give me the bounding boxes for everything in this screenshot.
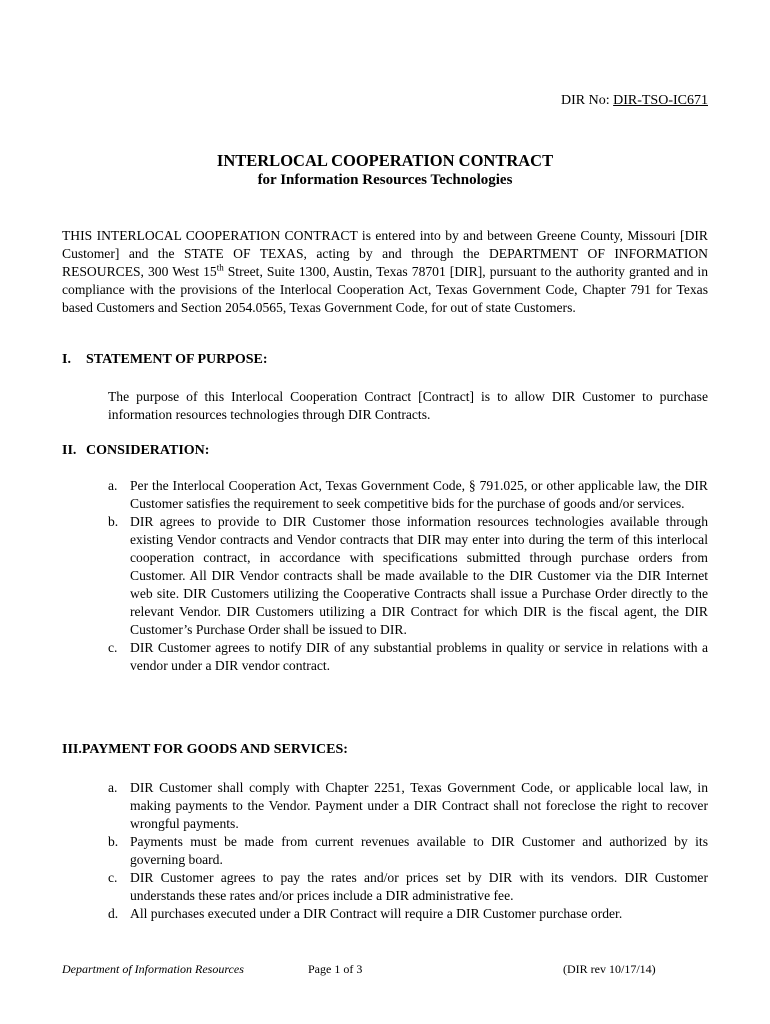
list-item bbox=[108, 833, 708, 869]
list-marker: b. bbox=[108, 514, 119, 529]
list-item bbox=[108, 513, 708, 639]
section-heading-consideration bbox=[62, 443, 209, 459]
dir-number-header bbox=[561, 93, 708, 109]
list-item bbox=[108, 639, 708, 675]
list-item-text: All purchases executed under a DIR Contract will require a DIR Customer purchase order. bbox=[130, 906, 623, 921]
list-item bbox=[108, 905, 708, 923]
section-title: PAYMENT FOR GOODS AND SERVICES: bbox=[81, 742, 348, 757]
section-number: II. bbox=[62, 443, 77, 458]
list-item-text: DIR Customer shall comply with Chapter 2251, Texas Government Code, or applicable local law, in making payments to the Vendor. Payment under a DIR Contract shall not foreclose the right to recover wrongful payments. bbox=[130, 780, 708, 831]
purpose-paragraph: The purpose of this Interlocal Cooperation Contract [Contract] is to allow DIR Customer to purchase information resources technologies through DIR Contracts. bbox=[108, 389, 708, 422]
section-heading-payment bbox=[62, 742, 348, 758]
list-item-text: DIR Customer agrees to notify DIR of any substantial problems in quality or service in relations with a vendor under a DIR vendor contract. bbox=[130, 640, 708, 673]
list-item-text: Payments must be made from current revenues available to DIR Customer and authorized by its governing board. bbox=[130, 834, 708, 867]
intro-text-b: Street, Suite 1300, Austin, Texas 78701 [DIR], pursuant to the authority granted and in compliance with the provisions of the Interlocal Cooperation Act, Texas Government Code, Chapter 791 for Texas based Customers and Section 2054.0565, Texas Government Code, for out of state Customers. bbox=[62, 264, 708, 315]
dir-number-value: DIR-TSO-IC671 bbox=[613, 93, 708, 108]
footer-department: Department of Information Resources bbox=[62, 962, 244, 976]
list-item-text: DIR agrees to provide to DIR Customer those information resources technologies available through existing Vendor contracts and Vendor contracts that DIR may enter into during the term of this interlocal cooperation contract, in accordance with specifications submitted through purchase orders from Customer. All DIR Vendor contracts shall be made available to the DIR Customer via the DIR Internet web site. DIR Customers utilizing the Cooperative Contracts shall issue a Purchase Order directly to the relevant Vendor. DIR Customers utilizing a DIR Contract for which DIR is the fiscal agent, the DIR Customer’s Purchase Order shall be issued to DIR. bbox=[130, 514, 708, 637]
section-title: STATEMENT OF PURPOSE: bbox=[86, 352, 268, 367]
payment-list bbox=[108, 779, 708, 923]
list-item-text: DIR Customer agrees to pay the rates and/or prices set by DIR with its vendors. DIR Customer understands these rates and/or prices include a DIR administrative fee. bbox=[130, 870, 708, 903]
list-item bbox=[108, 869, 708, 905]
section-number: I. bbox=[62, 352, 71, 367]
section-heading-purpose bbox=[62, 352, 268, 368]
list-marker: d. bbox=[108, 906, 119, 921]
list-marker: a. bbox=[108, 780, 118, 795]
dir-number-label: DIR No: bbox=[560, 93, 610, 108]
list-item bbox=[108, 779, 708, 833]
intro-text-a: THIS INTERLOCAL COOPERATION CONTRACT is entered into by and between Greene County, Missouri [DIR Customer] and the STATE OF TEXAS, acting by and through the DEPARTMENT OF INFORMATION RESOURCES, 300 West 15 bbox=[62, 228, 708, 279]
consideration-list bbox=[108, 477, 708, 675]
section-title: CONSIDERATION: bbox=[86, 443, 210, 458]
list-marker: a. bbox=[108, 478, 118, 493]
list-marker: c. bbox=[108, 640, 118, 655]
document-subtitle: for Information Resources Technologies bbox=[257, 172, 513, 188]
footer-revision: (DIR rev 10/17/14) bbox=[563, 962, 656, 976]
list-marker: c. bbox=[108, 870, 118, 885]
list-item-text: Per the Interlocal Cooperation Act, Texas Government Code, § 791.025, or other applicable law, the DIR Customer satisfies the requirement to seek competitive bids for the purchase of goods and/or services. bbox=[130, 478, 708, 511]
document-title: INTERLOCAL COOPERATION CONTRACT bbox=[216, 151, 554, 170]
list-item bbox=[108, 477, 708, 513]
footer-page-number: Page 1 of 3 bbox=[308, 962, 363, 976]
list-marker: b. bbox=[108, 834, 119, 849]
intro-superscript: th bbox=[216, 262, 224, 273]
intro-paragraph bbox=[62, 227, 708, 317]
section-number: III. bbox=[62, 742, 82, 757]
